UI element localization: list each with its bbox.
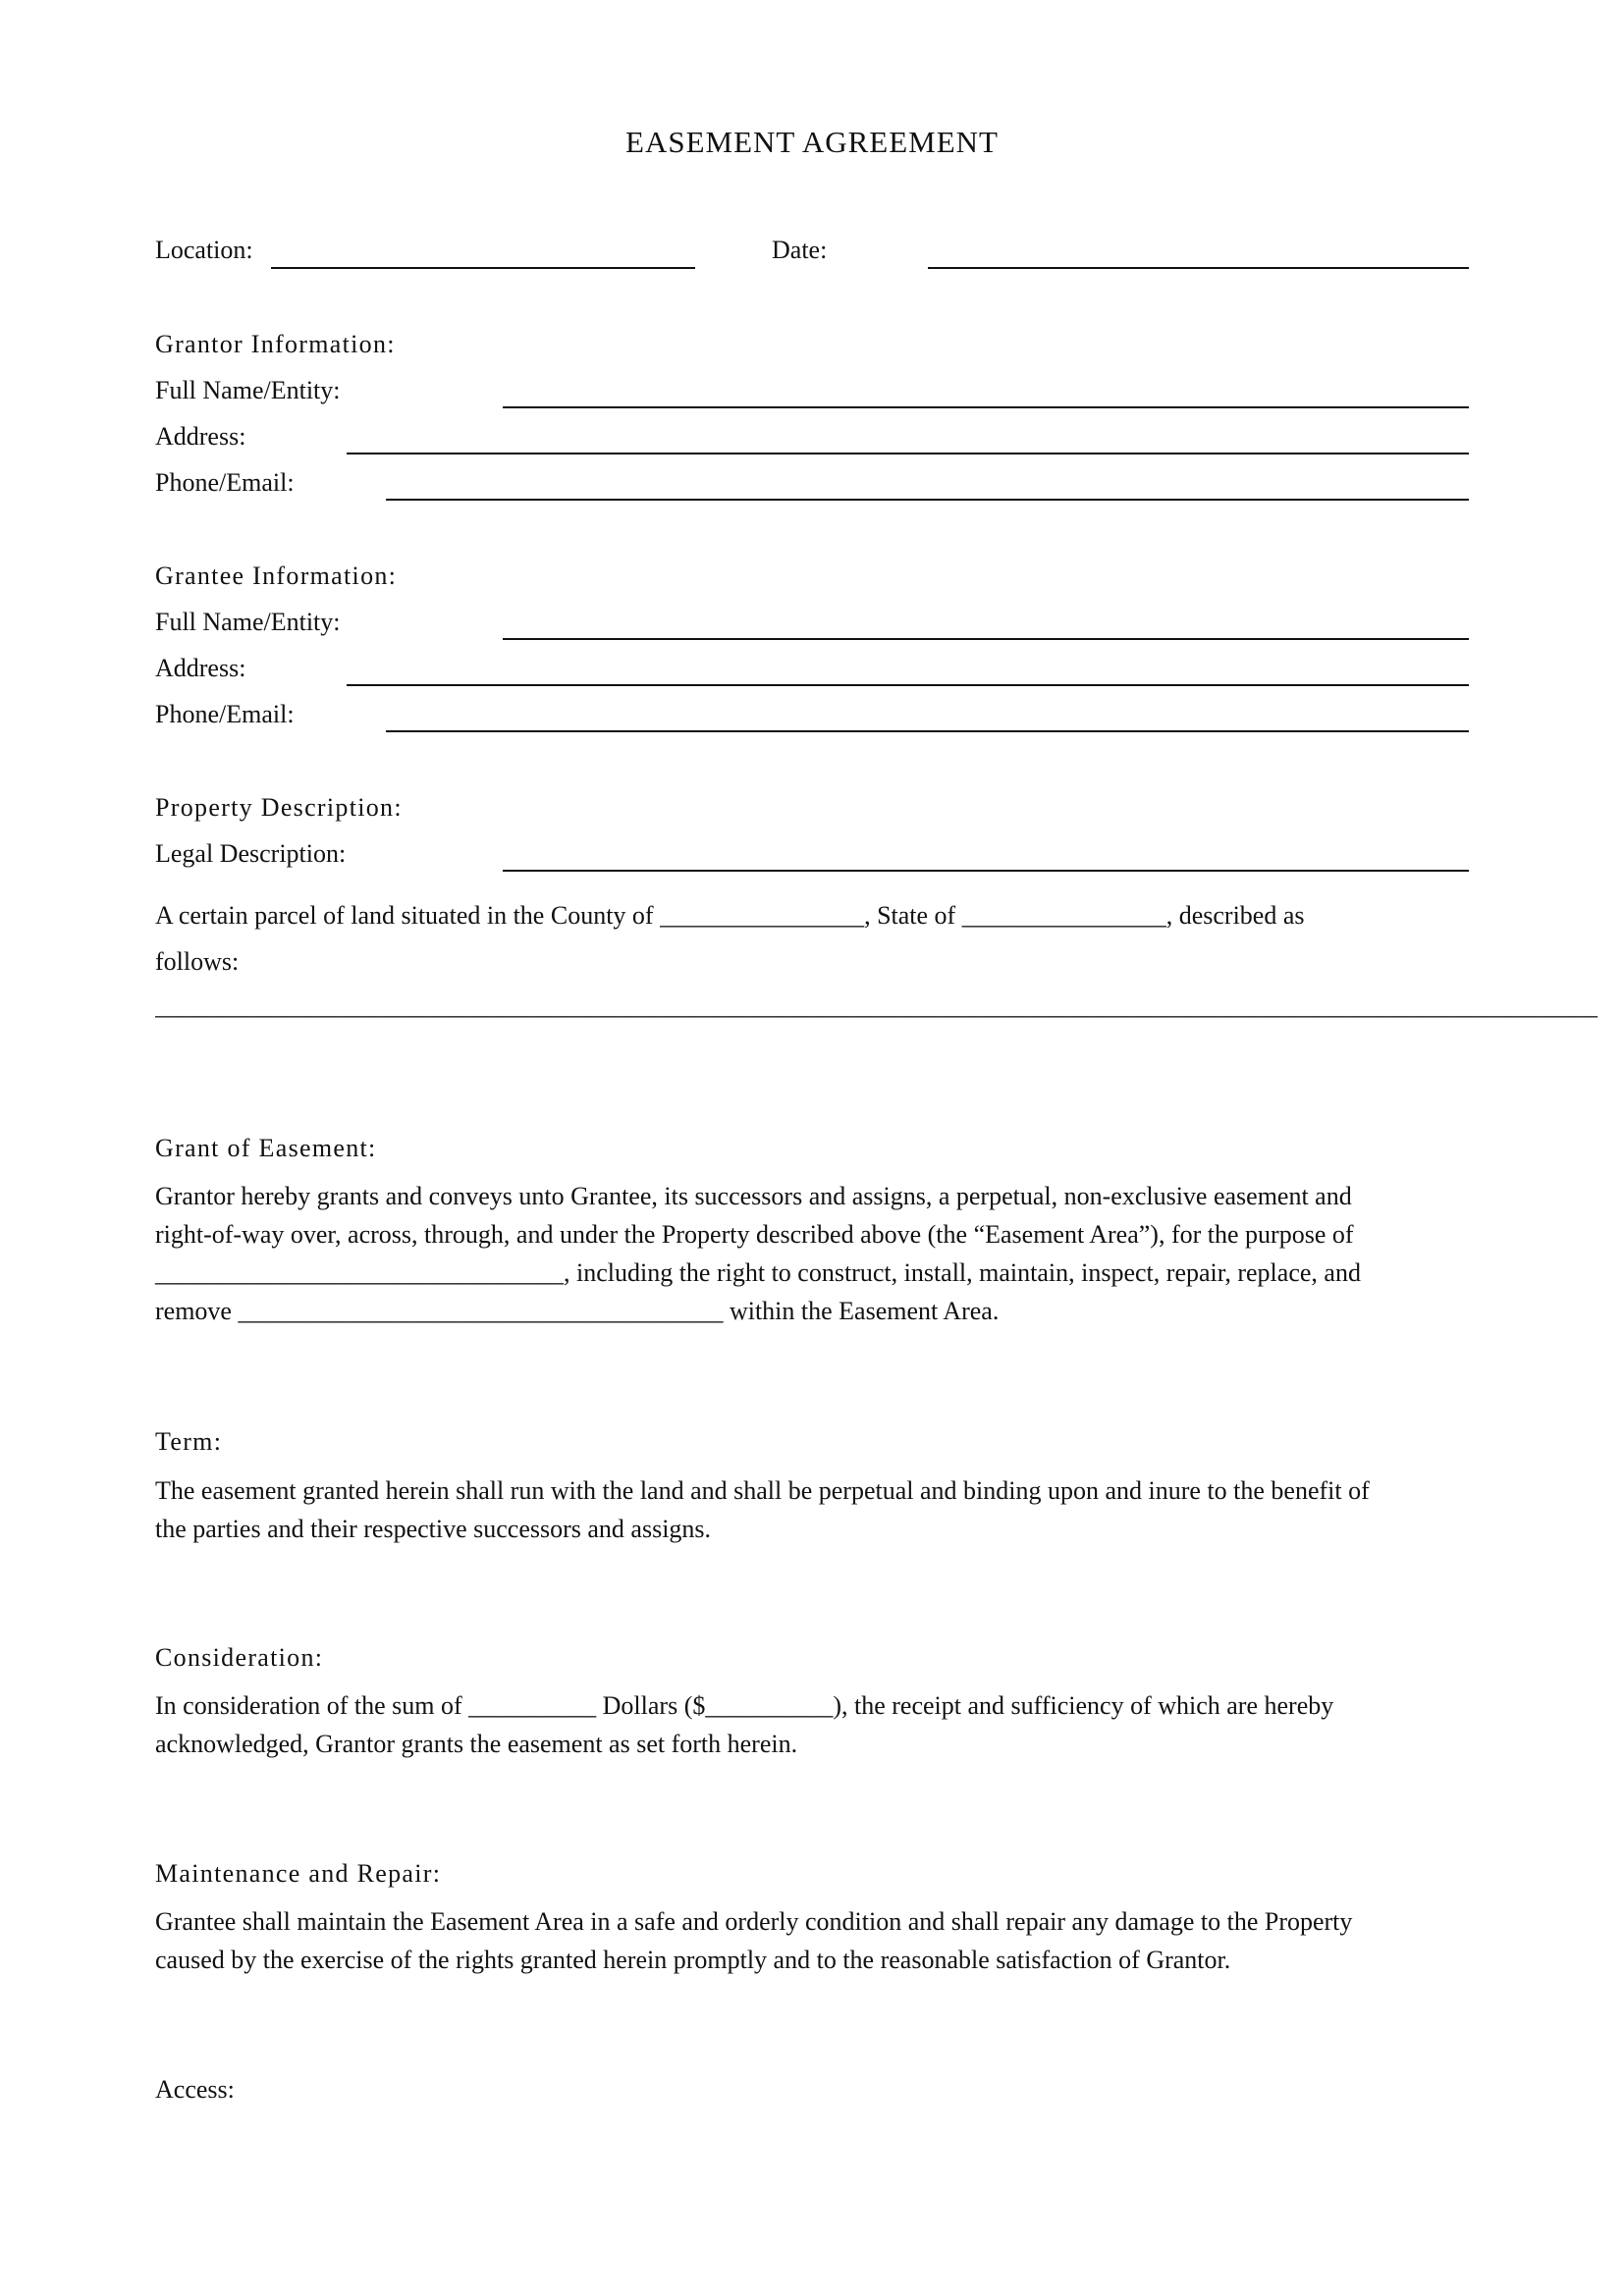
date-field[interactable] [928, 267, 1469, 269]
consideration-heading: Consideration: [155, 1643, 324, 1672]
location-label: Location: [155, 236, 253, 264]
grantee-heading: Grantee Information: [155, 561, 398, 590]
consideration-paragraph [155, 1686, 1471, 1763]
parcel-text-line-1: A certain parcel of land situated in the County of ________________, State of ________________, described as [155, 901, 1305, 930]
grantor-contact-field[interactable] [386, 499, 1469, 501]
grant-line-2: right-of-way over, across, through, and under the Property described above (the “Easement Area”), for the purpose of [155, 1220, 1354, 1249]
parcel-text-line-2: follows: [155, 947, 240, 976]
consideration-line-2: acknowledged, Grantor grants the easement as set forth herein. [155, 1730, 798, 1758]
parcel-blank-line: _________________________________________________________________________________________________________________ [155, 991, 1597, 1020]
legal-description-label: Legal Description: [155, 839, 347, 868]
term-paragraph [155, 1471, 1471, 1548]
location-field[interactable] [271, 267, 695, 269]
access-heading: Access: [155, 2075, 235, 2104]
term-line-1: The easement granted herein shall run with the land and shall be perpetual and binding upon and inure to the benefit of [155, 1476, 1370, 1505]
term-heading: Term: [155, 1427, 223, 1456]
date-label: Date: [772, 236, 828, 264]
grantee-address-field[interactable] [347, 684, 1469, 686]
legal-description-field[interactable] [503, 870, 1469, 872]
grant-heading: Grant of Easement: [155, 1134, 377, 1162]
maintenance-line-2: caused by the exercise of the rights granted herein promptly and to the reasonable satisfaction of Grantor. [155, 1946, 1231, 1974]
grantor-contact-label: Phone/Email: [155, 468, 295, 497]
grantee-contact-field[interactable] [386, 730, 1469, 732]
grantor-name-field[interactable] [503, 406, 1469, 408]
grantee-contact-label: Phone/Email: [155, 700, 295, 728]
grantee-name-field[interactable] [503, 638, 1469, 640]
term-line-2: the parties and their respective successors and assigns. [155, 1515, 712, 1543]
grant-paragraph [155, 1177, 1471, 1330]
grantor-address-field[interactable] [347, 453, 1469, 454]
grant-line-4: remove ______________________________________ within the Easement Area. [155, 1297, 1000, 1325]
consideration-line-1: In consideration of the sum of __________ Dollars ($__________), the receipt and sufficiency of which are hereby [155, 1691, 1334, 1720]
maintenance-heading: Maintenance and Repair: [155, 1859, 442, 1888]
grantor-address-label: Address: [155, 422, 246, 451]
document-title: EASEMENT AGREEMENT [625, 125, 999, 159]
maintenance-paragraph [155, 1902, 1471, 1979]
maintenance-line-1: Grantee shall maintain the Easement Area in a safe and orderly condition and shall repair any damage to the Property [155, 1907, 1353, 1936]
grant-line-3: ________________________________, including the right to construct, install, maintain, inspect, repair, replace, and [155, 1258, 1361, 1287]
grantee-address-label: Address: [155, 654, 246, 682]
grantee-name-label: Full Name/Entity: [155, 608, 341, 636]
grantor-name-label: Full Name/Entity: [155, 376, 341, 404]
property-heading: Property Description: [155, 793, 403, 822]
grant-line-1: Grantor hereby grants and conveys unto Grantee, its successors and assigns, a perpetual, non-exclusive easement and [155, 1182, 1352, 1210]
grantor-heading: Grantor Information: [155, 330, 396, 358]
